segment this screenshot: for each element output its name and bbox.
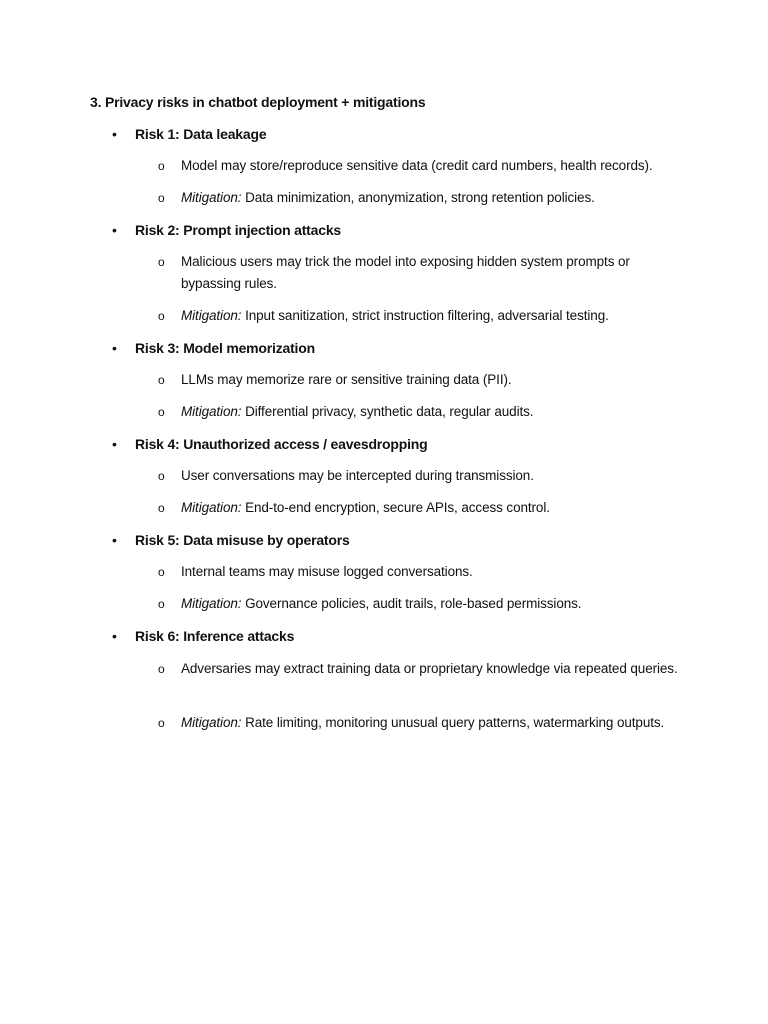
sub-bullet-icon: o	[158, 191, 165, 205]
risk-mitigation	[181, 187, 681, 209]
sub-bullet-icon: o	[158, 662, 165, 676]
risk-title: Risk 3: Model memorization	[135, 340, 315, 356]
risk-mitigation	[181, 593, 681, 615]
mitigation-label: Mitigation:	[181, 715, 242, 730]
sub-bullet-icon: o	[158, 373, 165, 387]
risk-mitigation	[181, 497, 681, 519]
bullet-icon: •	[112, 436, 117, 452]
sub-bullet-icon: o	[158, 469, 165, 483]
mitigation-label: Mitigation:	[181, 308, 242, 323]
risk-title: Risk 1: Data leakage	[135, 126, 267, 142]
mitigation-text: Governance policies, audit trails, role-based permissions.	[241, 596, 582, 611]
sub-bullet-icon: o	[158, 309, 165, 323]
mitigation-label: Mitigation:	[181, 190, 242, 205]
sub-bullet-icon: o	[158, 255, 165, 269]
bullet-icon: •	[112, 628, 117, 644]
sub-bullet-icon: o	[158, 565, 165, 579]
mitigation-text: Data minimization, anonymization, strong retention policies.	[241, 190, 595, 205]
risk-description: Malicious users may trick the model into exposing hidden system prompts or bypassing rules.	[181, 254, 630, 291]
risk-mitigation	[181, 712, 681, 734]
risk-description: Adversaries may extract training data or proprietary knowledge via repeated queries.	[181, 661, 678, 676]
bullet-icon: •	[112, 532, 117, 548]
risk-description: Internal teams may misuse logged conversations.	[181, 564, 473, 579]
bullet-icon: •	[112, 340, 117, 356]
risk-title: Risk 5: Data misuse by operators	[135, 532, 350, 548]
risk-title: Risk 4: Unauthorized access / eavesdropping	[135, 436, 428, 452]
mitigation-text: Differential privacy, synthetic data, regular audits.	[241, 404, 534, 419]
sub-bullet-icon: o	[158, 159, 165, 173]
mitigation-text: Rate limiting, monitoring unusual query patterns, watermarking outputs.	[241, 715, 665, 730]
risk-mitigation	[181, 401, 681, 423]
risk-title: Risk 2: Prompt injection attacks	[135, 222, 341, 238]
sub-bullet-icon: o	[158, 405, 165, 419]
section-heading: 3. Privacy risks in chatbot deployment + mitigations	[90, 94, 426, 110]
mitigation-text: End-to-end encryption, secure APIs, access control.	[241, 500, 550, 515]
mitigation-text: Input sanitization, strict instruction filtering, adversarial testing.	[241, 308, 609, 323]
mitigation-label: Mitigation:	[181, 596, 242, 611]
risk-description: User conversations may be intercepted during transmission.	[181, 468, 534, 483]
sub-bullet-icon: o	[158, 501, 165, 515]
risk-mitigation	[181, 305, 681, 327]
sub-bullet-icon: o	[158, 597, 165, 611]
mitigation-label: Mitigation:	[181, 404, 242, 419]
risk-description: LLMs may memorize rare or sensitive training data (PII).	[181, 372, 512, 387]
risk-title: Risk 6: Inference attacks	[135, 628, 295, 644]
risk-description: Model may store/reproduce sensitive data (credit card numbers, health records).	[181, 158, 653, 173]
bullet-icon: •	[112, 222, 117, 238]
mitigation-label: Mitigation:	[181, 500, 242, 515]
bullet-icon: •	[112, 126, 117, 142]
sub-bullet-icon: o	[158, 716, 165, 730]
